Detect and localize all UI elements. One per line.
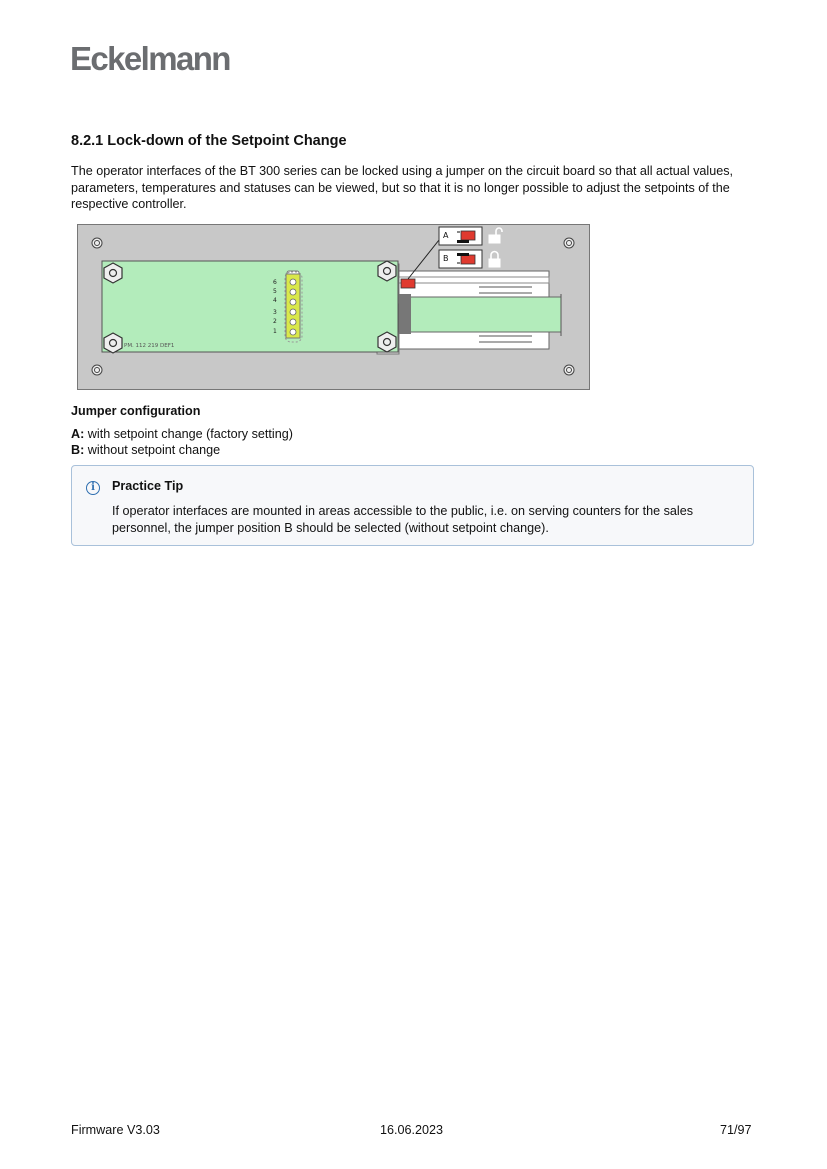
board-jumper — [401, 279, 415, 288]
option-b-key: B: — [71, 443, 85, 457]
intro-paragraph: The operator interfaces of the BT 300 series can be locked using a jumper on the circuit board so that all actual values, parameters, temperatures and statuses can be viewed, but so that it is no longer possible to adjust the setpoints of the respective controller. — [71, 164, 734, 211]
board-label: PM. 112 219 DEF1 — [124, 343, 175, 349]
jumper-option-b — [71, 443, 220, 457]
option-a-key: A: — [71, 427, 85, 441]
ribbon-cable — [399, 297, 561, 332]
jumper-b-label: B — [443, 254, 449, 263]
option-a-text: with setpoint change (factory setting) — [84, 427, 293, 441]
footer-page-number: 71/97 — [720, 1123, 752, 1137]
main-board — [102, 261, 398, 352]
option-b-text: without setpoint change — [84, 443, 221, 457]
terminal-number-3: 3 — [273, 309, 277, 316]
info-icon: i — [86, 481, 100, 495]
terminal-number-4: 4 — [273, 297, 277, 304]
practice-tip-box — [71, 465, 754, 546]
circuit-board-diagram — [77, 224, 590, 390]
jumper-config-heading: Jumper configuration — [71, 404, 201, 418]
jumper-callout-a — [439, 227, 482, 245]
footer-firmware: Firmware V3.03 — [71, 1123, 160, 1137]
section-title: 8.2.1 Lock-down of the Setpoint Change — [71, 133, 347, 149]
practice-tip-text: If operator interfaces are mounted in areas accessible to the public, i.e. on serving counters for the sales personnel, the jumper position B should be selected (without setpoint change). — [112, 504, 694, 535]
terminal-number-6: 6 — [273, 279, 277, 286]
terminal-number-2: 2 — [273, 318, 277, 325]
terminal-number-1: 1 — [273, 328, 277, 335]
circuit-board-figure — [77, 224, 590, 390]
jumper-a-label: A — [443, 231, 449, 240]
practice-tip-title: Practice Tip — [112, 479, 184, 493]
eckelmann-logo: Eckelmann — [70, 40, 230, 77]
jumper-callout-b — [439, 250, 482, 268]
terminal-number-5: 5 — [273, 288, 277, 295]
footer-date: 16.06.2023 — [380, 1123, 444, 1137]
jumper-option-a — [71, 427, 293, 441]
